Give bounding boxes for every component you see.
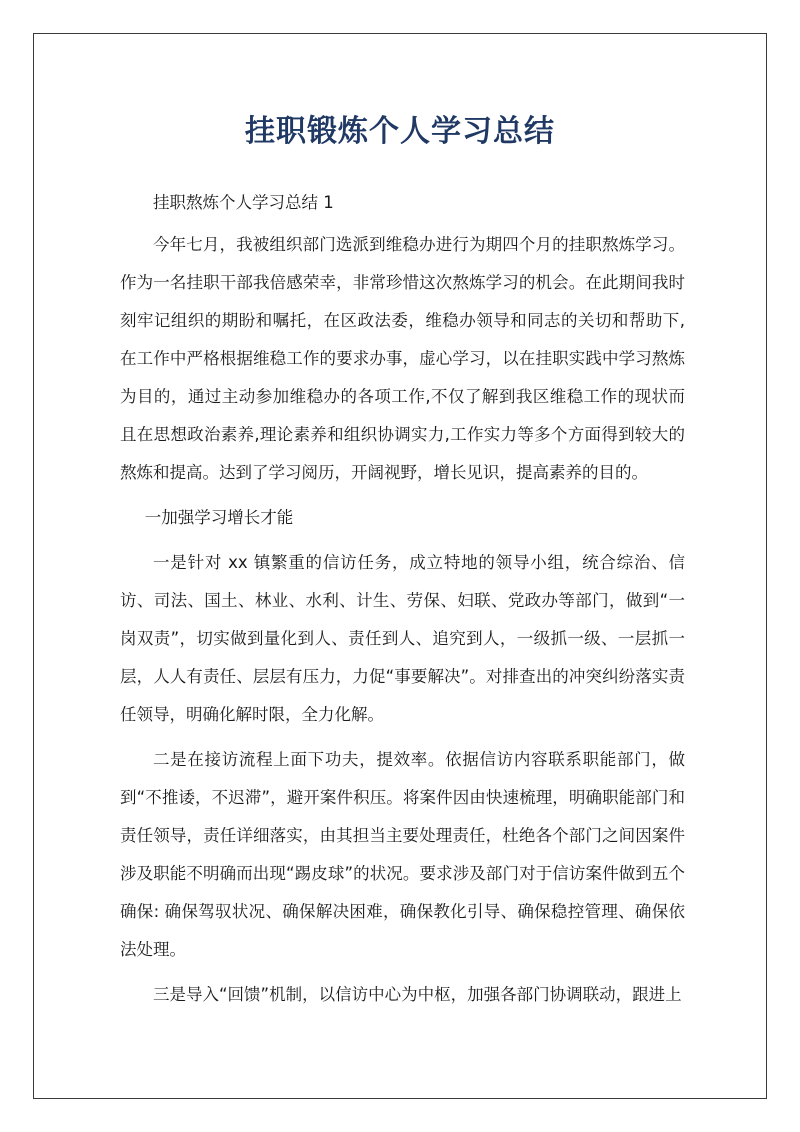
paragraph-point-three: 三是导入“回馈”机制，以信访中心为中枢，加强各部门协调联动，跟进上 [153, 985, 682, 1004]
paragraph-intro: 今年七月，我被组织部门选派到维稳办进行为期四个月的挂职熬炼学习。作为一名挂职干部我倍感荣幸，非常珍惜这次熬炼学习的机会。在此期间我时刻牢记组织的期盼和嘱托，在区政法委，维稳办领导和同志的关切和帮助下,在工作中严格根据维稳工作的要求办事，虚心学习，以在挂职实践中学习熬炼为目的，通过主动参加维稳办的各项工作,不仅了解到我区维稳工作的现状而且在思想政治素养,理论素养和组织协调实力,工作实力等多个方面得到较大的熬炼和提高。达到了学习阅历，开阔视野，增长见识，提高素养的目的。 [120, 235, 685, 482]
document-body [120, 184, 685, 1014]
subheading-study: 一加强学习增长才能 [144, 508, 294, 527]
paragraph-point-two: 二是在接访流程上面下功夫，提效率。依据信访内容联系职能部门，做到“不推诿，不迟滞”，避开案件积压。将案件因由快速梳理，明确职能部门和责任领导，责任详细落实，由其担当主要处理责任，杜绝各个部门之间因案件涉及职能不明确而出现“踢皮球”的状况。要求涉及部门对于信访案件做到五个确保: 确保驾驭状况、确保解决困难，确保教化引导、确保稳控管理、确保依法处理。 [120, 750, 685, 959]
paragraph-point-one: 一是针对 xx 镇繁重的信访任务，成立特地的领导小组，统合综治、信访、司法、国土、林业、水利、计生、劳保、妇联、党政办等部门，做到“一岗双责”，切实做到量化到人、责任到人、追究到人，一级抓一级、一层抓一层，人人有责任、层层有压力，力促“事要解决”。对排查出的冲突纠纷落实责任领导，明确化解时限，全力化解。 [120, 553, 685, 724]
section-heading: 挂职熬炼个人学习总结 1 [153, 193, 334, 212]
document-title: 挂职锻炼个人学习总结 [245, 114, 555, 149]
